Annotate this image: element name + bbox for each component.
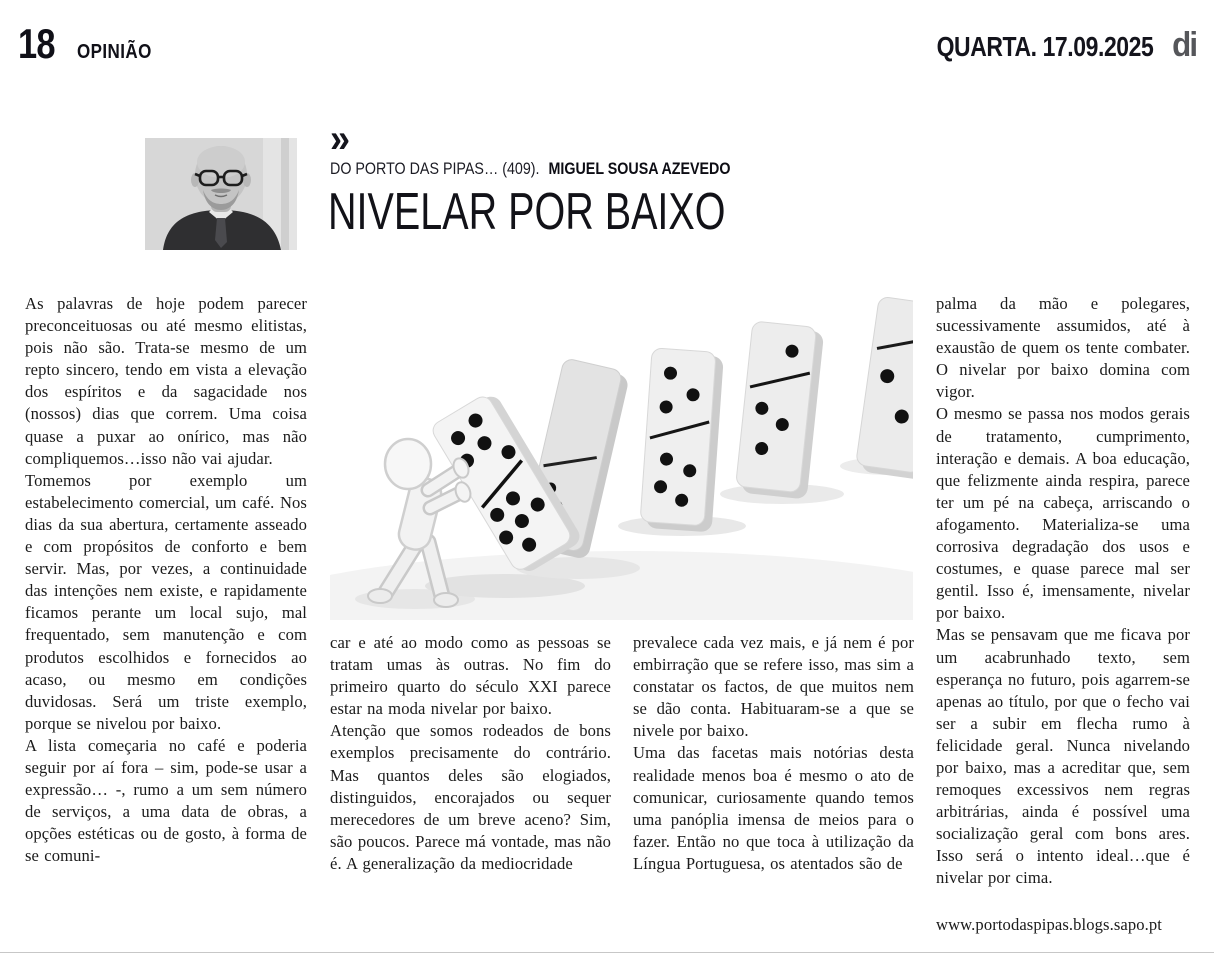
page-number: 18 [18,20,55,67]
author-photo [145,138,297,250]
masthead-left [18,20,165,68]
kicker-block [330,117,913,179]
body-column-2 [330,632,611,875]
paragraph: A lista começaria no café e poderia seguir por aí fora – sim, pode-se usar a expressão… -, rumo a um sem número de serviços, a uma data de obras, a opções estéticas ou de gosto, à forma de se comuni- [25,735,307,866]
paragraph: car e até ao modo como as pessoas se tratam umas às outras. No fim do primeiro quarto do século XXI parece estar na moda nivelar por baixo. [330,633,611,719]
paragraph: prevalece cada vez mais, e já nem é por embirração que se refere isso, mas sim a constatar os factos, de que muitos nem se dão conta. Habituaram-se a que se nivele por baixo. [633,633,914,741]
article-headline: NIVELAR POR BAIXO [328,183,726,241]
edition-date: QUARTA. 17.09.2025 [936,31,1154,62]
double-chevron-icon: » [330,117,347,161]
bottom-rule [0,952,1214,953]
domino-illustration [330,286,913,620]
column-series-title: DO PORTO DAS PIPAS… (409). [330,159,540,178]
body-column-1 [25,293,307,867]
blog-url: www.portodaspipas.blogs.sapo.pt [936,914,1163,934]
paragraph: Tomemos por exemplo um estabelecimento comercial, um café. Nos dias da sua abertura, certamente asseado e com propósitos de conforto e bem servir. Mas, por vezes, a continuidade das intenções nem existe, e rapidamente ficamos perante um local sujo, mal frequentado, sem manutenção e com produtos escolhidos e fornecidos ao acaso, ou mesmo em condições duvidosas. Será um triste exemplo, porque se nivelou por baixo. [25,470,307,733]
paragraph: Uma das facetas mais notórias desta realidade menos boa é mesmo o ato de comunicar, curiosamente quando temos uma panóplia imensa de meios para o fazer. Então no que toca à utilização da Língua Portuguesa, os atentados são de [633,743,914,873]
author-name: MIGUEL SOUSA AZEVEDO [548,159,731,178]
domino-3 [640,348,724,533]
body-column-3 [633,632,914,875]
masthead-right [889,26,1196,65]
paragraph: O mesmo se passa nos modos gerais de tratamento, cumprimento, interação e demais. A boa educação, que felizmente ainda respira, parece ter um pé na cabeça, arriscando o afogamento. Materializa-se uma corrosiva degradação dos usos e costumes, e quase parece mal ser gentil. Isso é, imensamente, nivelar por baixo. [936,404,1190,623]
paragraph: As palavras de hoje podem parecer preconceituosas ou até mesmo elitistas, pois não são. Trata-se mesmo de um repto sincero, tendo em vista a elevação dos espíritos e da sagacidade nos (nossos) dias que correm. Uma coisa quase a puxar ao onírico, mas não compliquemos…isso não vai ajudar. [25,294,307,468]
body-column-4 [936,293,1190,936]
paragraph: Mas se pensavam que me ficava por um acabrunhado texto, sem esperança no futuro, pois agarrem-se apenas ao título, por que o fecho vai ser a subir em flecha rumo à felicidade geral. Nunca nivelando por baixo, mas a acreditar que, sem remoques excessivos nem regras arbitrárias, ainda é possível uma socialização geral com bons ares. Isso será o intento ideal…que é nivelar por cima. [936,625,1190,888]
paragraph: Atenção que somos rodeados de bons exemplos precisamente do contrário. Mas quantos deles são elogiados, distinguidos, encorajados ou sequer merecedores de um breve aceno? Sim, são poucos. Parece má vontade, mas não é. A generalização da mediocridade [330,721,611,873]
newspaper-logo: di [1171,26,1196,64]
paragraph: palma da mão e polegares, sucessivamente assumidos, até à exaustão de quem os tente combater. O nivelar por baixo domina com vigor. [936,294,1190,402]
section-label: OPINIÃO [76,41,152,63]
